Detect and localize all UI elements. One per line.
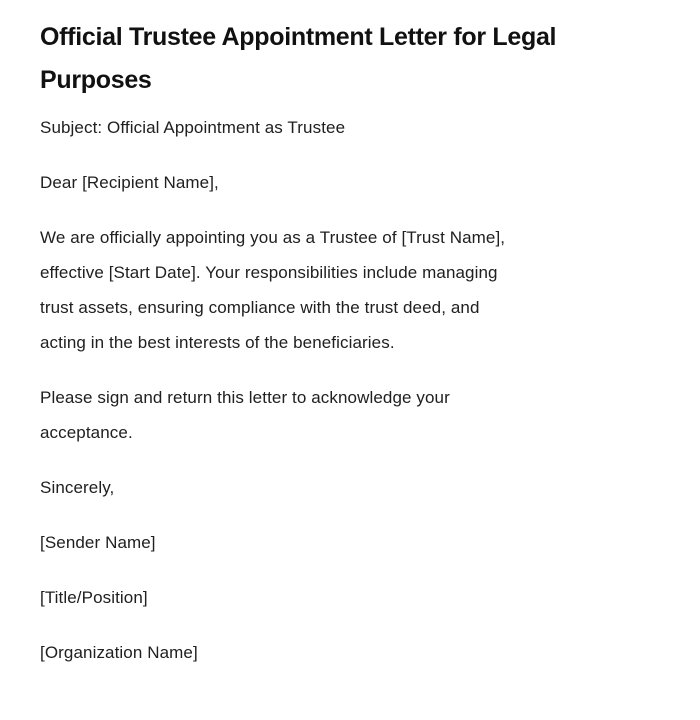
appointment-paragraph-line-1: We are officially appointing you as a Trustee of [Trust Name],	[40, 228, 506, 247]
request-paragraph	[40, 380, 640, 450]
request-paragraph-line-2: acceptance.	[40, 423, 133, 442]
sender-name-placeholder	[40, 525, 640, 560]
sender-organization-placeholder	[40, 635, 640, 670]
appointment-paragraph	[40, 220, 640, 360]
request-paragraph-line-1: Please sign and return this letter to acknowledge your	[40, 388, 450, 407]
salutation-text: Dear [Recipient Name],	[40, 173, 219, 192]
sender-title-text: [Title/Position]	[40, 588, 148, 607]
page-title-line-1: Official Trustee Appointment Letter for Legal	[40, 23, 557, 51]
subject-text: Subject: Official Appointment as Trustee	[40, 118, 346, 137]
page-title-line-2: Purposes	[40, 66, 152, 94]
sender-name-text: [Sender Name]	[40, 533, 156, 552]
salutation	[40, 165, 640, 200]
closing-line	[40, 470, 640, 505]
closing-text: Sincerely,	[40, 478, 115, 497]
sender-title-placeholder	[40, 580, 640, 615]
appointment-paragraph-line-4: acting in the best interests of the beneficiaries.	[40, 333, 395, 352]
appointment-paragraph-line-3: trust assets, ensuring compliance with the trust deed, and	[40, 298, 480, 317]
page-title	[40, 16, 640, 102]
sender-organization-text: [Organization Name]	[40, 643, 198, 662]
appointment-paragraph-line-2: effective [Start Date]. Your responsibilities include managing	[40, 263, 498, 282]
subject-line	[40, 110, 640, 145]
